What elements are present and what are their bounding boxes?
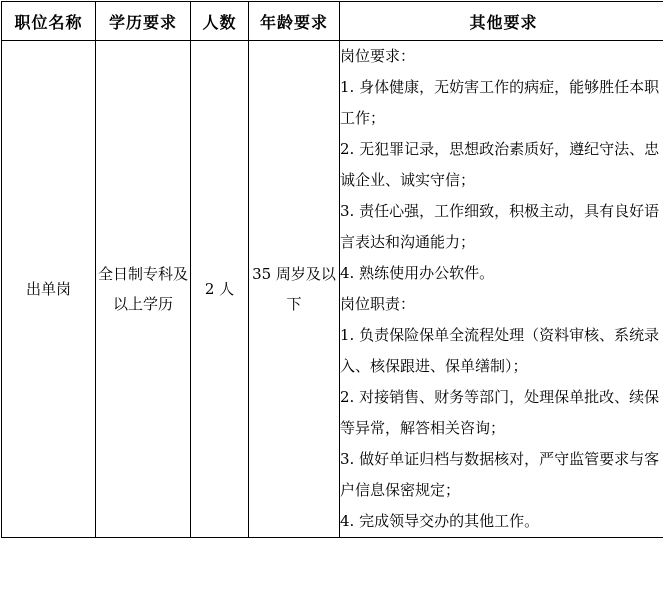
requirement-item: 2. 无犯罪记录，思想政治素质好，遵纪守法、忠诚企业、诚实守信； <box>340 134 663 196</box>
requirement-item: 4. 熟练使用办公软件。 <box>340 258 663 289</box>
cell-age: 35 周岁及以下 <box>249 41 340 538</box>
header-age: 年龄要求 <box>249 2 340 41</box>
duty-item: 4. 完成领导交办的其他工作。 <box>340 506 663 537</box>
cell-education: 全日制专科及以上学历 <box>96 41 191 538</box>
table-row <box>2 41 663 538</box>
header-job-title: 职位名称 <box>2 2 96 41</box>
cell-job-title: 出单岗 <box>2 41 96 538</box>
requirements-heading: 岗位要求： <box>340 41 663 72</box>
duty-item: 1. 负责保险保单全流程处理（资料审核、系统录入、核保跟进、保单缮制）； <box>340 320 663 382</box>
requirement-item: 3. 责任心强，工作细致，积极主动，具有良好语言表达和沟通能力； <box>340 196 663 258</box>
cell-other-requirements <box>340 41 663 538</box>
requirement-item: 1. 身体健康，无妨害工作的病症，能够胜任本职工作； <box>340 72 663 134</box>
document-sheet <box>0 1 663 595</box>
table-header <box>2 2 663 41</box>
duty-item: 2. 对接销售、财务等部门，处理保单批改、续保等异常，解答相关咨询； <box>340 382 663 444</box>
duties-heading: 岗位职责： <box>340 289 663 320</box>
job-positions-table <box>1 1 663 538</box>
header-education: 学历要求 <box>96 2 191 41</box>
table-header-row <box>2 2 663 41</box>
cell-headcount: 2 人 <box>191 41 249 538</box>
header-headcount: 人数 <box>191 2 249 41</box>
table-body <box>2 41 663 538</box>
header-other-requirements: 其他要求 <box>340 2 663 41</box>
duty-item: 3. 做好单证归档与数据核对，严守监管要求与客户信息保密规定； <box>340 444 663 506</box>
